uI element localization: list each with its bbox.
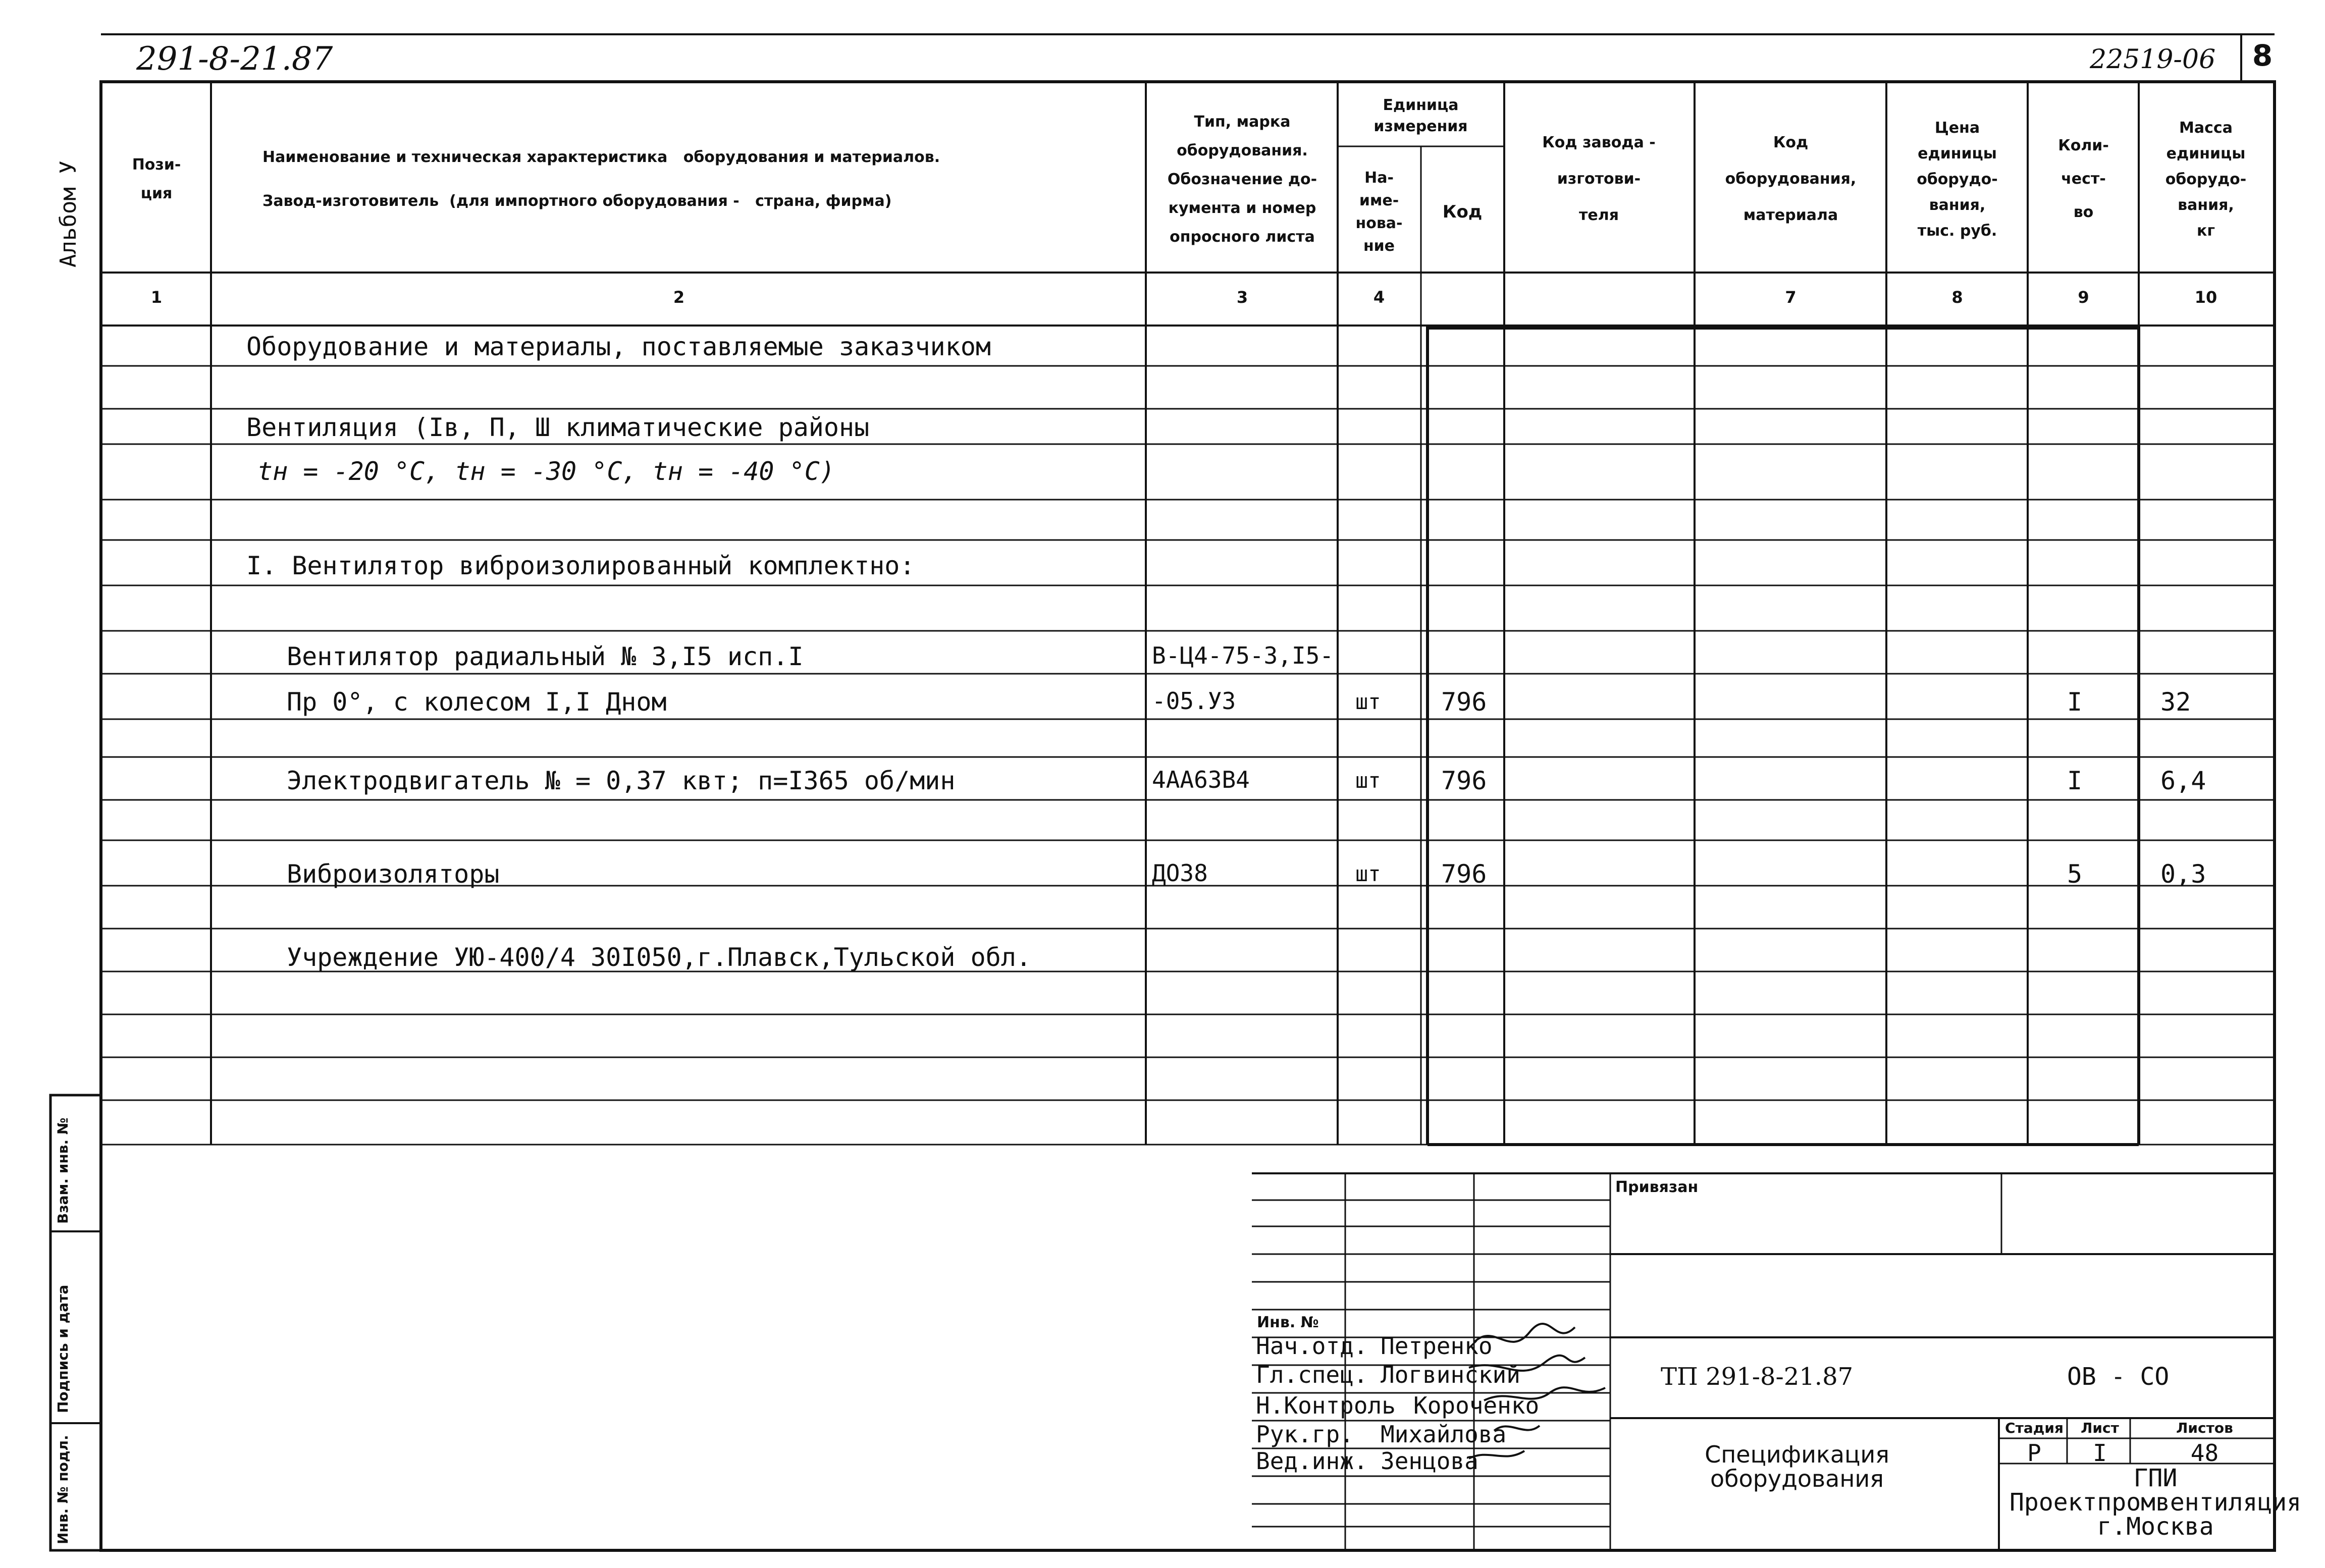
staff-name: Короченко xyxy=(1413,1392,1540,1419)
type-cell: ДО38 xyxy=(1152,859,1208,887)
staff-name: Михайлова xyxy=(1381,1421,1507,1448)
staff-role: Нач.отд. xyxy=(1256,1332,1368,1360)
header-name: Наименование и техническая характеристика оборудования и материалов. Завод-изготовитель (для импортного оборудования - страна, фирма) xyxy=(262,148,940,210)
document-title: Спецификация оборудования xyxy=(1705,1441,1889,1493)
doc-number: 291-8-21.87 xyxy=(136,40,333,78)
list-item: Пр 0°, с колесом I,I Дном xyxy=(287,687,667,717)
organization: ГПИ Проектпромвентиляция г.Москва xyxy=(2010,1464,2301,1541)
list-item: Учреждение УЮ-400/4 30I050,г.Плавск,Тульской обл. xyxy=(287,943,1032,972)
staff-role: Н.Контроль xyxy=(1256,1392,1396,1419)
type-cell: 4АА63В4 xyxy=(1152,766,1250,793)
project-code: ТП 291-8-21.87 xyxy=(1661,1363,1854,1391)
side-stamp-inv: Инв. № подл. xyxy=(55,1435,71,1544)
colnum-4: 4 xyxy=(1373,288,1385,307)
header-manufacturer-code: Код завода - изготови- теля xyxy=(1542,134,1656,224)
mass-cell: 6,4 xyxy=(2160,766,2206,795)
header-unit-name: На- име- нова- ние xyxy=(1355,169,1403,255)
staff-role: Гл.спец. xyxy=(1256,1361,1368,1388)
privyazan-label: Привязан xyxy=(1615,1178,1699,1196)
colnum-8: 8 xyxy=(1951,288,1963,307)
list-item: tн = -20 °С, tн = -30 °С, tн = -40 °С) xyxy=(257,457,835,486)
staff-role: Рук.гр. xyxy=(1256,1421,1354,1448)
qty-cell: I xyxy=(2067,687,2083,717)
unit-cell: шт xyxy=(1355,861,1381,886)
colnum-10: 10 xyxy=(2194,288,2217,307)
header-price: Цена единицы оборудо- вания, тыс. руб. xyxy=(1917,119,1998,240)
header-position: Пози- ция xyxy=(132,156,181,202)
type-cell: В-Ц4-75-3,I5- xyxy=(1152,642,1334,669)
list-item: Вентиляция (Iв, П, Ш климатические районы xyxy=(246,413,870,442)
header-unit-code: Код xyxy=(1442,201,1483,222)
stage-value: Р xyxy=(2027,1439,2041,1467)
staff-name: Зенцова xyxy=(1381,1447,1478,1475)
list-item: Вентилятор радиальный № 3,I5 исп.I xyxy=(287,642,804,671)
side-stamp-signature: Подпись и дата xyxy=(55,1284,71,1413)
sheets-label: Листов xyxy=(2176,1420,2233,1436)
code-cell: 796 xyxy=(1441,766,1487,795)
list-item: I. Вентилятор виброизолированный комплектно: xyxy=(246,551,915,580)
colnum-1: 1 xyxy=(150,288,163,307)
sheet-number: 8 xyxy=(2252,38,2273,73)
colnum-3: 3 xyxy=(1236,288,1248,307)
unit-cell: шт xyxy=(1355,768,1381,793)
code-cell: 796 xyxy=(1441,687,1487,717)
header-equipment-code: Код оборудования, материала xyxy=(1725,134,1857,224)
staff-role: Вед.инж. xyxy=(1256,1447,1368,1475)
colnum-9: 9 xyxy=(2078,288,2089,307)
code-cell: 796 xyxy=(1441,859,1487,889)
inventory-number: 22519-06 xyxy=(2090,44,2216,75)
qty-cell: 5 xyxy=(2067,859,2083,889)
unit-cell: шт xyxy=(1355,689,1381,714)
qty-cell: I xyxy=(2067,766,2083,795)
signatures xyxy=(1464,1312,1625,1479)
side-stamp-replace: Взам. инв. № xyxy=(55,1117,71,1224)
sheet-value: I xyxy=(2093,1439,2107,1467)
colnum-2: 2 xyxy=(673,288,685,307)
staff-name: Логвинский xyxy=(1381,1361,1520,1388)
header-unit-group: Единица измерения xyxy=(1373,96,1468,135)
header-quantity: Коли- чест- во xyxy=(2058,137,2109,221)
document-mark: ОВ - СО xyxy=(2067,1363,2170,1391)
inv-label: Инв. № xyxy=(1257,1314,1319,1331)
album-label: Альбом У xyxy=(56,160,81,267)
colnum-7: 7 xyxy=(1785,288,1796,307)
mass-cell: 32 xyxy=(2160,687,2191,717)
header-mass: Масса единицы оборудо- вания, кг xyxy=(2165,119,2247,240)
staff-name: Петренко xyxy=(1381,1332,1493,1360)
sheets-value: 48 xyxy=(2190,1439,2219,1467)
stage-label: Стадия xyxy=(2005,1420,2064,1436)
list-item: Оборудование и материалы, поставляемые заказчиком xyxy=(246,332,991,361)
sheet-label: Лист xyxy=(2081,1420,2119,1436)
list-item: Виброизоляторы xyxy=(287,859,500,889)
header-type: Тип, марка оборудования. Обозначение до- кумента и номер опросного листа xyxy=(1167,113,1317,246)
list-item: Электродвигатель № = 0,37 квт; п=I365 об/мин xyxy=(287,766,956,795)
type-cell: -05.У3 xyxy=(1152,687,1236,715)
mass-cell: 0,3 xyxy=(2160,859,2206,889)
